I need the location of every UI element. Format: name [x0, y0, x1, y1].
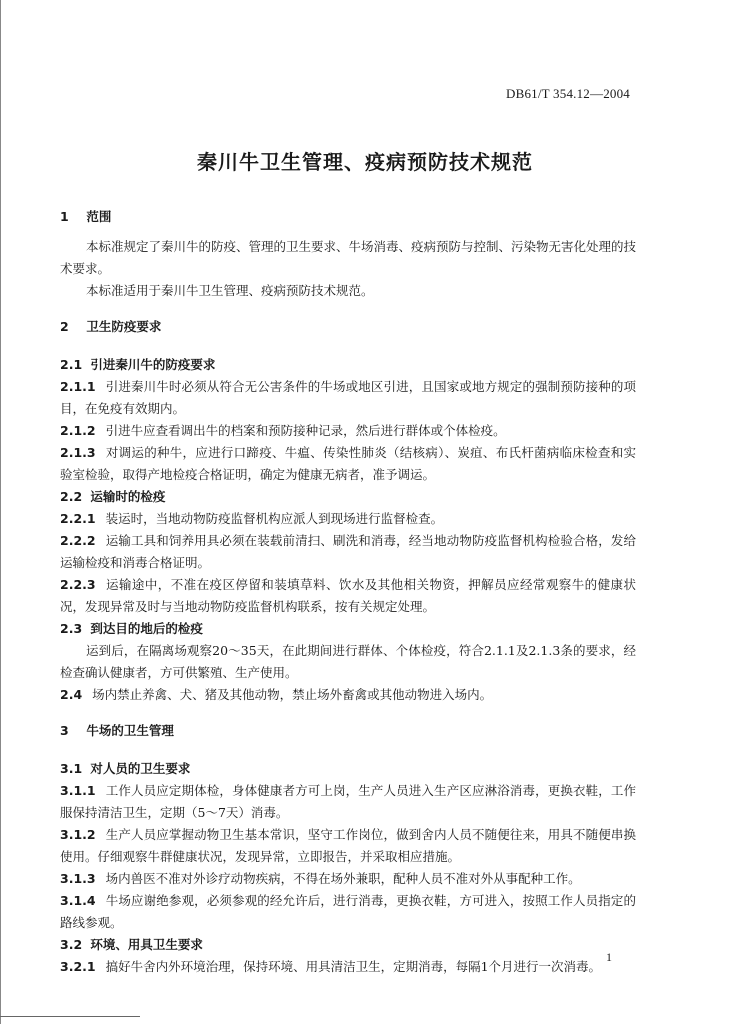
clause-number: 3.1.2	[60, 827, 96, 842]
clause-number: 2.2.1	[60, 511, 96, 526]
clause-text: 场内禁止养禽、犬、猪及其他动物，禁止场外畜禽或其他动物进入场内。	[92, 687, 493, 702]
clause	[60, 530, 636, 574]
document-title: 秦川牛卫生管理、疫病预防技术规范	[197, 150, 533, 174]
scan-bottom-rule	[0, 1016, 140, 1017]
clause-text: 生产人员应掌握动物卫生基本常识，坚守工作岗位，做到舍内人员不随便往来，用具不随便串换使用。仔细观察牛群健康状况，发现异常，立即报告，并采取相应措施。	[60, 827, 636, 864]
subsection-title: 环境、用具卫生要求	[90, 937, 203, 952]
clause	[60, 508, 636, 530]
clause-number: 2.2.2	[60, 533, 96, 548]
section-number: 2	[60, 319, 69, 334]
section-number: 1	[60, 209, 69, 224]
clause	[60, 868, 636, 890]
clause-text: 引进牛应查看调出牛的档案和预防接种记录，然后进行群体或个体检疫。	[105, 423, 506, 438]
subsection-title: 运输时的检疫	[90, 489, 166, 504]
document-body	[60, 200, 636, 978]
subsection-number: 2.3	[60, 621, 83, 636]
clause-text: 场内兽医不准对外诊疗动物疾病，不得在场外兼职，配种人员不准对外从事配种工作。	[105, 871, 581, 886]
clause-text: 运输工具和饲养用具必须在装载前清扫、刷洗和消毒，经当地动物防疫监督机构检验合格，发给运输检疫和消毒合格证明。	[60, 533, 636, 570]
clause-number: 3.1.4	[60, 893, 96, 908]
subsection-heading	[60, 758, 636, 780]
section-number: 3	[60, 723, 69, 738]
paragraph: 运到后，在隔离场观察20～35天，在此期间进行群体、个体检疫，符合2.1.1及2.1.3条的要求，经检查确认健康者，方可供繁殖、生产使用。	[60, 643, 636, 680]
section-title: 范围	[86, 209, 112, 224]
clause	[60, 574, 636, 618]
subsection-title: 引进秦川牛的防疫要求	[90, 357, 216, 372]
page-number: 1	[606, 950, 612, 964]
section-title: 牛场的卫生管理	[86, 723, 174, 738]
subsection-number: 3.1	[60, 761, 83, 776]
clause-number: 2.1.1	[60, 379, 96, 394]
subsection-heading	[60, 354, 636, 376]
clause	[60, 376, 636, 420]
subsection-heading	[60, 486, 636, 508]
clause-number: 2.4	[60, 687, 83, 702]
subsection-heading	[60, 934, 636, 956]
clause	[60, 956, 636, 978]
subsection-title: 到达目的地后的检疫	[90, 621, 203, 636]
clause-text: 引进秦川牛时必须从符合无公害条件的牛场或地区引进，且国家或地方规定的强制预防接种的项目，在免疫有效期内。	[60, 379, 636, 416]
clause-number: 3.1.3	[60, 871, 96, 886]
subsection-number: 3.2	[60, 937, 83, 952]
subsection-title: 对人员的卫生要求	[90, 761, 191, 776]
clause-number: 3.1.1	[60, 783, 96, 798]
paragraph: 本标准适用于秦川牛卫生管理、疫病预防技术规范。	[86, 283, 374, 298]
clause-text: 搞好牛舍内外环境治理，保持环境、用具清洁卫生，定期消毒，每隔1个月进行一次消毒。	[105, 959, 602, 974]
section-heading-2	[60, 316, 636, 338]
clause	[60, 780, 636, 824]
clause	[60, 684, 636, 706]
paragraph: 本标准规定了秦川牛的防疫、管理的卫生要求、牛场消毒、疫病预防与控制、污染物无害化处理的技术要求。	[60, 239, 637, 276]
clause	[60, 442, 636, 486]
section-title: 卫生防疫要求	[86, 319, 162, 334]
standard-code: DB61/T 354.12—2004	[506, 86, 630, 101]
subsection-heading	[60, 618, 636, 640]
clause-number: 3.2.1	[60, 959, 96, 974]
clause	[60, 824, 636, 868]
clause-text: 牛场应谢绝参观，必须参观的经允许后，进行消毒，更换衣鞋，方可进入，按照工作人员指定的路线参观。	[60, 893, 636, 930]
section-heading-3	[60, 720, 636, 742]
clause	[60, 420, 636, 442]
subsection-number: 2.2	[60, 489, 83, 504]
clause-text: 运输途中，不准在疫区停留和装填草料、饮水及其他相关物资，押解员应经常观察牛的健康状况，发现异常及时与当地动物防疫监督机构联系，按有关规定处理。	[60, 577, 636, 614]
clause-text: 装运时，当地动物防疫监督机构应派人到现场进行监督检查。	[105, 511, 444, 526]
clause-number: 2.2.3	[60, 577, 96, 592]
subsection-number: 2.1	[60, 357, 83, 372]
clause-text: 对调运的种牛，应进行口蹄疫、牛瘟、传染性肺炎（结核病）、炭疽、布氏杆菌病临床检查和实验室检验，取得产地检疫合格证明，确定为健康无病者，准予调运。	[60, 445, 636, 482]
clause-number: 2.1.3	[60, 445, 96, 460]
clause	[60, 890, 636, 934]
section-heading-1	[60, 206, 636, 228]
clause-text: 工作人员应定期体检，身体健康者方可上岗，生产人员进入生产区应淋浴消毒，更换衣鞋，工作服保持清洁卫生，定期（5～7天）消毒。	[60, 783, 636, 820]
clause-number: 2.1.2	[60, 423, 96, 438]
